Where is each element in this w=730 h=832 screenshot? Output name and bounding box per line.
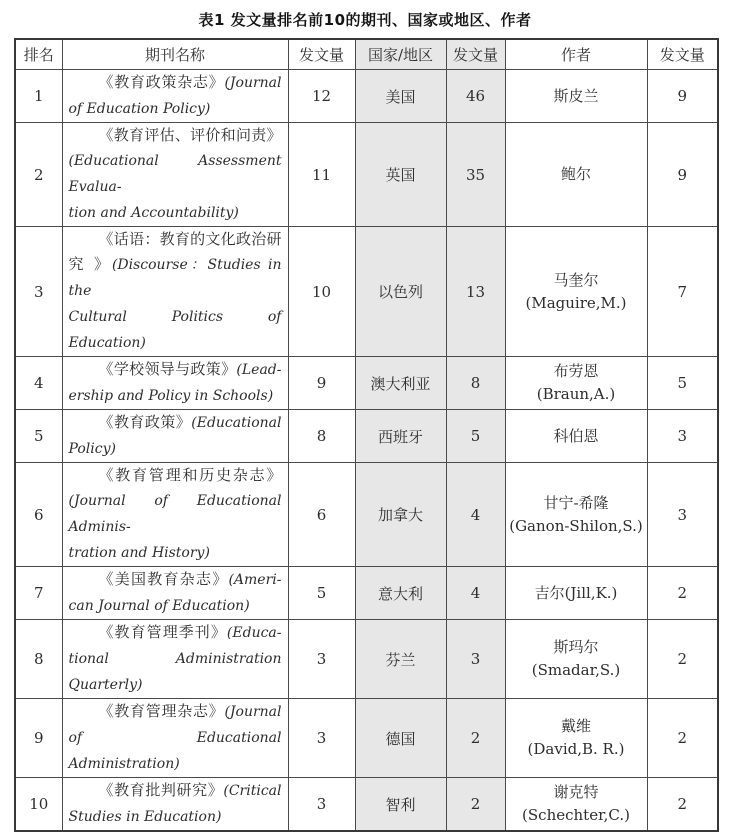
journal-title-zh: 《教育政策杂志》: [98, 73, 225, 91]
col-header-journal: 期刊名称: [62, 39, 288, 70]
author-cell: [505, 70, 647, 123]
author-line: 谢克特: [553, 783, 599, 801]
author-line: (Braun,A.): [536, 385, 616, 403]
journal-title-en: (Lead-: [236, 362, 282, 378]
journal-cell: [62, 620, 288, 699]
journal-title-line: [69, 620, 282, 646]
journal-title-zh: 《教育管理杂志》: [98, 702, 225, 720]
col-header-author-count: 发文量: [647, 39, 718, 70]
country-count-cell: 13: [446, 227, 505, 357]
rank-cell: 6: [15, 463, 62, 567]
journal-count-cell: 3: [288, 778, 355, 832]
table-row: [15, 620, 718, 699]
author-cell: [505, 620, 647, 699]
journal-title-line: [69, 436, 282, 462]
country-count-cell: 3: [446, 620, 505, 699]
journal-title-line: [69, 96, 282, 122]
author-line: (Smadar,S.): [531, 661, 621, 679]
rank-cell: 4: [15, 357, 62, 410]
journal-title-zh: 究 》: [68, 255, 112, 273]
journal-title-zh: 《教育政策》: [98, 413, 192, 431]
journal-title-en: Studies in Education): [68, 809, 222, 825]
author-line: (Maguire,M.): [525, 293, 627, 312]
journal-title-line: [69, 540, 282, 566]
journal-count-cell: 10: [288, 227, 355, 357]
author-count-cell: 3: [647, 463, 718, 567]
author-count-cell: 7: [647, 227, 718, 357]
header-row: [15, 39, 718, 70]
table-row: [15, 123, 718, 227]
table-row: [15, 463, 718, 567]
rank-cell: 9: [15, 699, 62, 778]
journal-title-line: [69, 488, 282, 540]
journal-title-en: Policy): [68, 441, 116, 457]
journal-title-en: (Educational: [191, 415, 282, 431]
country-cell: 芬兰: [355, 620, 446, 699]
rank-cell: 5: [15, 410, 62, 463]
journal-title-line: [69, 778, 282, 804]
author-cell: [505, 567, 647, 620]
author-cell: [505, 699, 647, 778]
author-line: 斯皮兰: [553, 86, 599, 105]
journal-count-cell: 5: [288, 567, 355, 620]
author-count-cell: 5: [647, 357, 718, 410]
country-count-cell: 4: [446, 567, 505, 620]
author-line: 甘宁-希隆: [543, 493, 609, 512]
journal-title-line: [69, 804, 282, 830]
journal-title-zh: 《教育批判研究》: [98, 781, 224, 799]
rank-cell: 3: [15, 227, 62, 357]
country-cell: 美国: [355, 70, 446, 123]
journal-title-en: (Discourse：Studies in the: [68, 257, 282, 299]
country-cell: 智利: [355, 778, 446, 832]
author-count-cell: 2: [647, 567, 718, 620]
journal-title-en: tional Administration Quarterly): [68, 651, 282, 693]
country-count-cell: 46: [446, 70, 505, 123]
col-header-country-count: 发文量: [446, 39, 505, 70]
journal-title-line: [69, 593, 282, 619]
table-head: [15, 39, 718, 70]
author-line: 布劳恩: [553, 362, 599, 380]
journal-title-en: (Critical: [223, 783, 282, 799]
author-cell: [505, 410, 647, 463]
country-count-cell: 8: [446, 357, 505, 410]
country-count-cell: 2: [446, 699, 505, 778]
journal-title-en: Cultural Politics of Education): [68, 309, 282, 351]
col-header-country: 国家/地区: [355, 39, 446, 70]
author-line: 马奎尔: [553, 270, 599, 289]
journal-title-en: of Educational Administration): [68, 730, 282, 772]
journal-title-line: [69, 699, 282, 725]
journal-title-line: [69, 70, 282, 96]
journal-title-line: [69, 227, 282, 252]
col-header-rank: 排名: [15, 39, 62, 70]
country-cell: 以色列: [355, 227, 446, 357]
author-line: (Schechter,C.): [522, 806, 630, 824]
journal-title-en: (Educational Assessment Evalua-: [68, 153, 282, 195]
table-row: [15, 699, 718, 778]
col-header-author: 作者: [505, 39, 647, 70]
journal-title-en: tration and History): [68, 545, 210, 561]
table-row: [15, 357, 718, 410]
table-row: [15, 778, 718, 832]
journal-title-zh: 《教育管理季刊》: [98, 623, 227, 641]
col-header-journal-count: 发文量: [288, 39, 355, 70]
journal-title-zh: 《美国教育杂志》: [98, 570, 229, 588]
journal-title-line: [69, 646, 282, 698]
journal-title-line: [69, 567, 282, 593]
journal-cell: [62, 357, 288, 410]
journal-title-zh: 《学校领导与政策》: [98, 360, 237, 378]
country-count-cell: 2: [446, 778, 505, 832]
journal-cell: [62, 410, 288, 463]
author-count-cell: 9: [647, 70, 718, 123]
table-row: [15, 410, 718, 463]
journal-count-cell: 9: [288, 357, 355, 410]
journal-count-cell: 6: [288, 463, 355, 567]
journal-title-en: (Journal: [224, 704, 282, 720]
author-line: 吉尔(Jill,K.): [534, 583, 618, 602]
rank-cell: 2: [15, 123, 62, 227]
rank-cell: 7: [15, 567, 62, 620]
journal-title-line: [69, 410, 282, 436]
journal-count-cell: 3: [288, 620, 355, 699]
journal-title-line: [69, 200, 282, 226]
journal-title-line: [69, 357, 282, 383]
journal-count-cell: 8: [288, 410, 355, 463]
rank-cell: 8: [15, 620, 62, 699]
journal-cell: [62, 567, 288, 620]
journal-title-zh: 《教育评估、评价和问责》: [98, 126, 282, 144]
journal-title-en: can Journal of Education): [68, 598, 250, 614]
country-cell: 英国: [355, 123, 446, 227]
publications-table: [14, 38, 719, 832]
journal-cell: [62, 123, 288, 227]
journal-title-zh: 《教育管理和历史杂志》: [98, 466, 282, 484]
country-cell: 西班牙: [355, 410, 446, 463]
journal-title-en: (Journal: [224, 75, 282, 91]
author-line: 戴维: [560, 717, 591, 735]
table-caption: 表1 发文量排名前10的期刊、国家或地区、作者: [198, 11, 532, 29]
author-cell: [505, 778, 647, 832]
journal-title-zh: 《话语：教育的文化政治研: [98, 230, 282, 248]
author-line: (David,B. R.): [527, 740, 625, 758]
journal-title-line: [69, 304, 282, 356]
journal-title-line: [69, 148, 282, 200]
author-line: 鲍尔: [560, 165, 591, 183]
author-count-cell: 2: [647, 699, 718, 778]
country-cell: 德国: [355, 699, 446, 778]
table-body: [15, 70, 718, 832]
journal-title-line: [69, 252, 282, 304]
table-row: [15, 567, 718, 620]
journal-count-cell: 3: [288, 699, 355, 778]
author-count-cell: 2: [647, 620, 718, 699]
rank-cell: 10: [15, 778, 62, 832]
journal-cell: [62, 778, 288, 832]
journal-cell: [62, 699, 288, 778]
journal-cell: [62, 70, 288, 123]
journal-count-cell: 11: [288, 123, 355, 227]
author-cell: [505, 123, 647, 227]
author-line: 斯玛尔: [553, 638, 599, 656]
country-count-cell: 35: [446, 123, 505, 227]
table-row: [15, 227, 718, 357]
country-cell: 意大利: [355, 567, 446, 620]
table-row: [15, 70, 718, 123]
country-count-cell: 4: [446, 463, 505, 567]
journal-cell: [62, 227, 288, 357]
journal-title-line: [69, 383, 282, 409]
country-cell: 加拿大: [355, 463, 446, 567]
author-cell: [505, 463, 647, 567]
rank-cell: 1: [15, 70, 62, 123]
author-count-cell: 2: [647, 778, 718, 832]
author-cell: [505, 227, 647, 357]
journal-title-en: of Education Policy): [68, 101, 211, 117]
journal-title-line: [69, 725, 282, 777]
author-cell: [505, 357, 647, 410]
journal-title-line: [69, 463, 282, 488]
author-count-cell: 9: [647, 123, 718, 227]
journal-title-en: (Educa-: [226, 625, 282, 641]
country-count-cell: 5: [446, 410, 505, 463]
journal-count-cell: 12: [288, 70, 355, 123]
journal-title-en: (Journal of Educational Adminis-: [68, 493, 282, 535]
country-cell: 澳大利亚: [355, 357, 446, 410]
journal-title-line: [69, 123, 282, 148]
journal-title-en: tion and Accountability): [68, 205, 239, 221]
author-line: 科伯恩: [553, 426, 599, 445]
author-count-cell: 3: [647, 410, 718, 463]
author-line: (Ganon-Shilon,S.): [509, 516, 643, 535]
journal-cell: [62, 463, 288, 567]
journal-title-en: (Ameri-: [228, 572, 282, 588]
journal-title-en: ership and Policy in Schools): [68, 388, 274, 404]
